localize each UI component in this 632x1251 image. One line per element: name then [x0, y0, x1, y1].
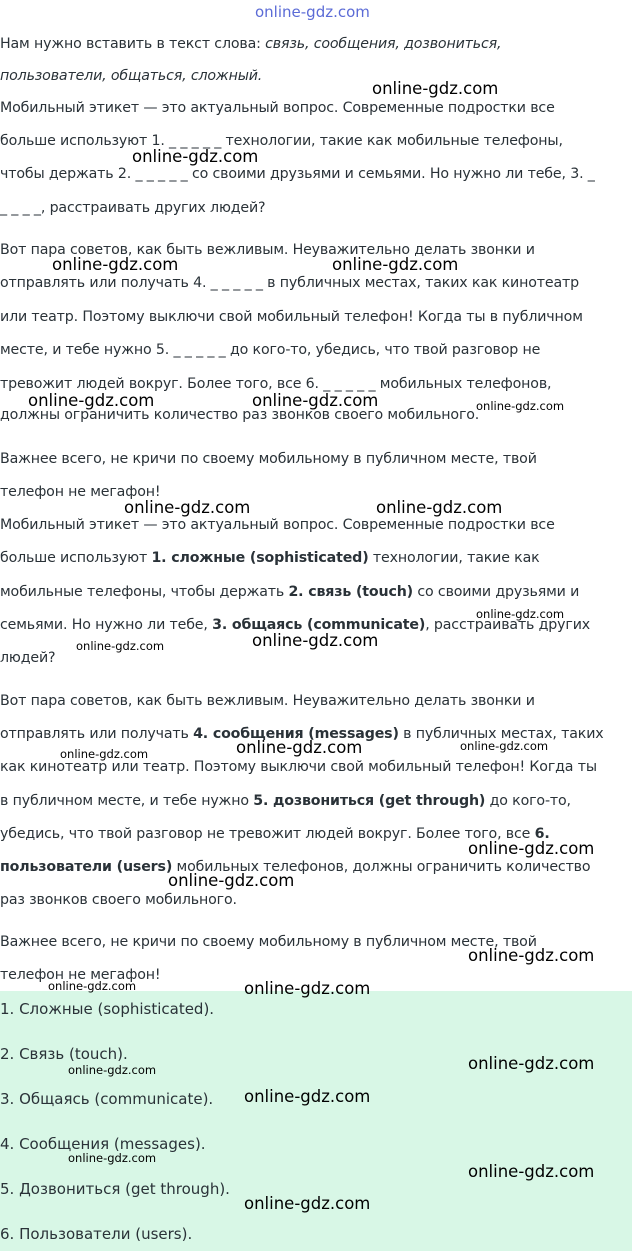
solution-line: семьями. Но нужно ли тебе, 3. общаясь (communicate), расстраивать других — [0, 617, 591, 633]
watermark: online-gdz.com — [468, 1162, 595, 1181]
watermark: online-gdz.com — [468, 946, 595, 965]
solution-line: убедись, что твой разговор не тревожит людей вокруг. Более того, все 6. — [0, 826, 550, 842]
exercise-line: отправлять или получать 4. _ _ _ _ _ в публичных местах, таких как кинотеатр — [0, 275, 579, 291]
solution-line: мобильные телефоны, чтобы держать 2. связь (touch) со своими друзьями и — [0, 584, 580, 600]
solution-line: больше используют 1. сложные (sophisticated) технологии, такие как — [0, 550, 540, 566]
solution-line: Мобильный этикет — это актуальный вопрос. Современные подростки все — [0, 517, 555, 533]
watermark: online-gdz.com — [476, 399, 565, 413]
watermark: online-gdz.com — [68, 1063, 157, 1077]
watermark: online-gdz.com — [252, 631, 379, 650]
watermark: online-gdz.com — [168, 871, 295, 890]
solution-line: телефон не мегафон! — [0, 967, 161, 983]
exercise-line: больше используют 1. _ _ _ _ _ технологии, такие как мобильные телефоны, — [0, 133, 563, 149]
exercise-line: Важнее всего, не кричи по своему мобильному в публичном месте, твой — [0, 451, 537, 467]
answer-item: 5. Дозвониться (get through). — [0, 1180, 230, 1198]
exercise-line: месте, и тебе нужно 5. _ _ _ _ _ до кого-то, убедись, что твой разговор не — [0, 342, 541, 358]
answer-item: 6. Пользователи (users). — [0, 1225, 193, 1243]
exercise-line: Мобильный этикет — это актуальный вопрос. Современные подростки все — [0, 100, 555, 116]
watermark: online-gdz.com — [376, 498, 503, 517]
exercise-line: чтобы держать 2. _ _ _ _ _ со своими друзьями и семьями. Но нужно ли тебе, 3. _ — [0, 166, 595, 182]
watermark: online-gdz.com — [468, 1054, 595, 1073]
exercise-line: тревожит людей вокруг. Более того, все 6. _ _ _ _ _ мобильных телефонов, — [0, 376, 552, 392]
answer-item: 3. Общаясь (communicate). — [0, 1090, 214, 1108]
solution-line: раз звонков своего мобильного. — [0, 892, 237, 908]
exercise-line: или театр. Поэтому выключи свой мобильный телефон! Когда ты в публичном — [0, 309, 583, 325]
watermark: online-gdz.com — [460, 739, 549, 753]
watermark: online-gdz.com — [476, 607, 565, 621]
watermark: online-gdz.com — [332, 255, 459, 274]
exercise-line: Вот пара советов, как быть вежливым. Неуважительно делать звонки и — [0, 242, 535, 258]
exercise-line: _ _ _ _, расстраивать других людей? — [0, 200, 266, 216]
answer-item: 1. Сложные (sophisticated). — [0, 1000, 215, 1018]
answer-item: 4. Сообщения (messages). — [0, 1135, 206, 1153]
watermark: online-gdz.com — [244, 1087, 371, 1106]
site-header-link[interactable]: online-gdz.com — [255, 3, 370, 21]
solution-line: пользователи (users) мобильных телефонов, должны ограничить количество — [0, 859, 591, 875]
watermark: online-gdz.com — [48, 979, 137, 993]
watermark: online-gdz.com — [76, 639, 165, 653]
watermark: online-gdz.com — [132, 147, 259, 166]
watermark: online-gdz.com — [28, 391, 155, 410]
watermark: online-gdz.com — [252, 391, 379, 410]
task-line-1: Нам нужно вставить в текст слова: связь, сообщения, дозвониться, — [0, 36, 502, 52]
watermark: online-gdz.com — [68, 1151, 157, 1165]
watermark: online-gdz.com — [236, 738, 363, 757]
solution-line: Важнее всего, не кричи по своему мобильному в публичном месте, твой — [0, 934, 537, 950]
task-line-2: пользователи, общаться, сложный. — [0, 68, 263, 84]
watermark: online-gdz.com — [244, 979, 371, 998]
solution-line: людей? — [0, 650, 56, 666]
watermark: online-gdz.com — [124, 498, 251, 517]
solution-line: отправлять или получать 4. сообщения (messages) в публичных местах, таких — [0, 726, 604, 742]
watermark: online-gdz.com — [468, 839, 595, 858]
solution-line: в публичном месте, и тебе нужно 5. дозвониться (get through) до кого-то, — [0, 793, 571, 809]
exercise-line: должны ограничить количество раз звонков своего мобильного. — [0, 407, 480, 423]
watermark: online-gdz.com — [60, 747, 149, 761]
watermark: online-gdz.com — [52, 255, 179, 274]
watermark: online-gdz.com — [372, 79, 499, 98]
solution-line: Вот пара советов, как быть вежливым. Неуважительно делать звонки и — [0, 693, 535, 709]
exercise-line: телефон не мегафон! — [0, 484, 161, 500]
answer-item: 2. Связь (touch). — [0, 1045, 128, 1063]
solution-line: как кинотеатр или театр. Поэтому выключи свой мобильный телефон! Когда ты — [0, 759, 597, 775]
watermark: online-gdz.com — [244, 1194, 371, 1213]
